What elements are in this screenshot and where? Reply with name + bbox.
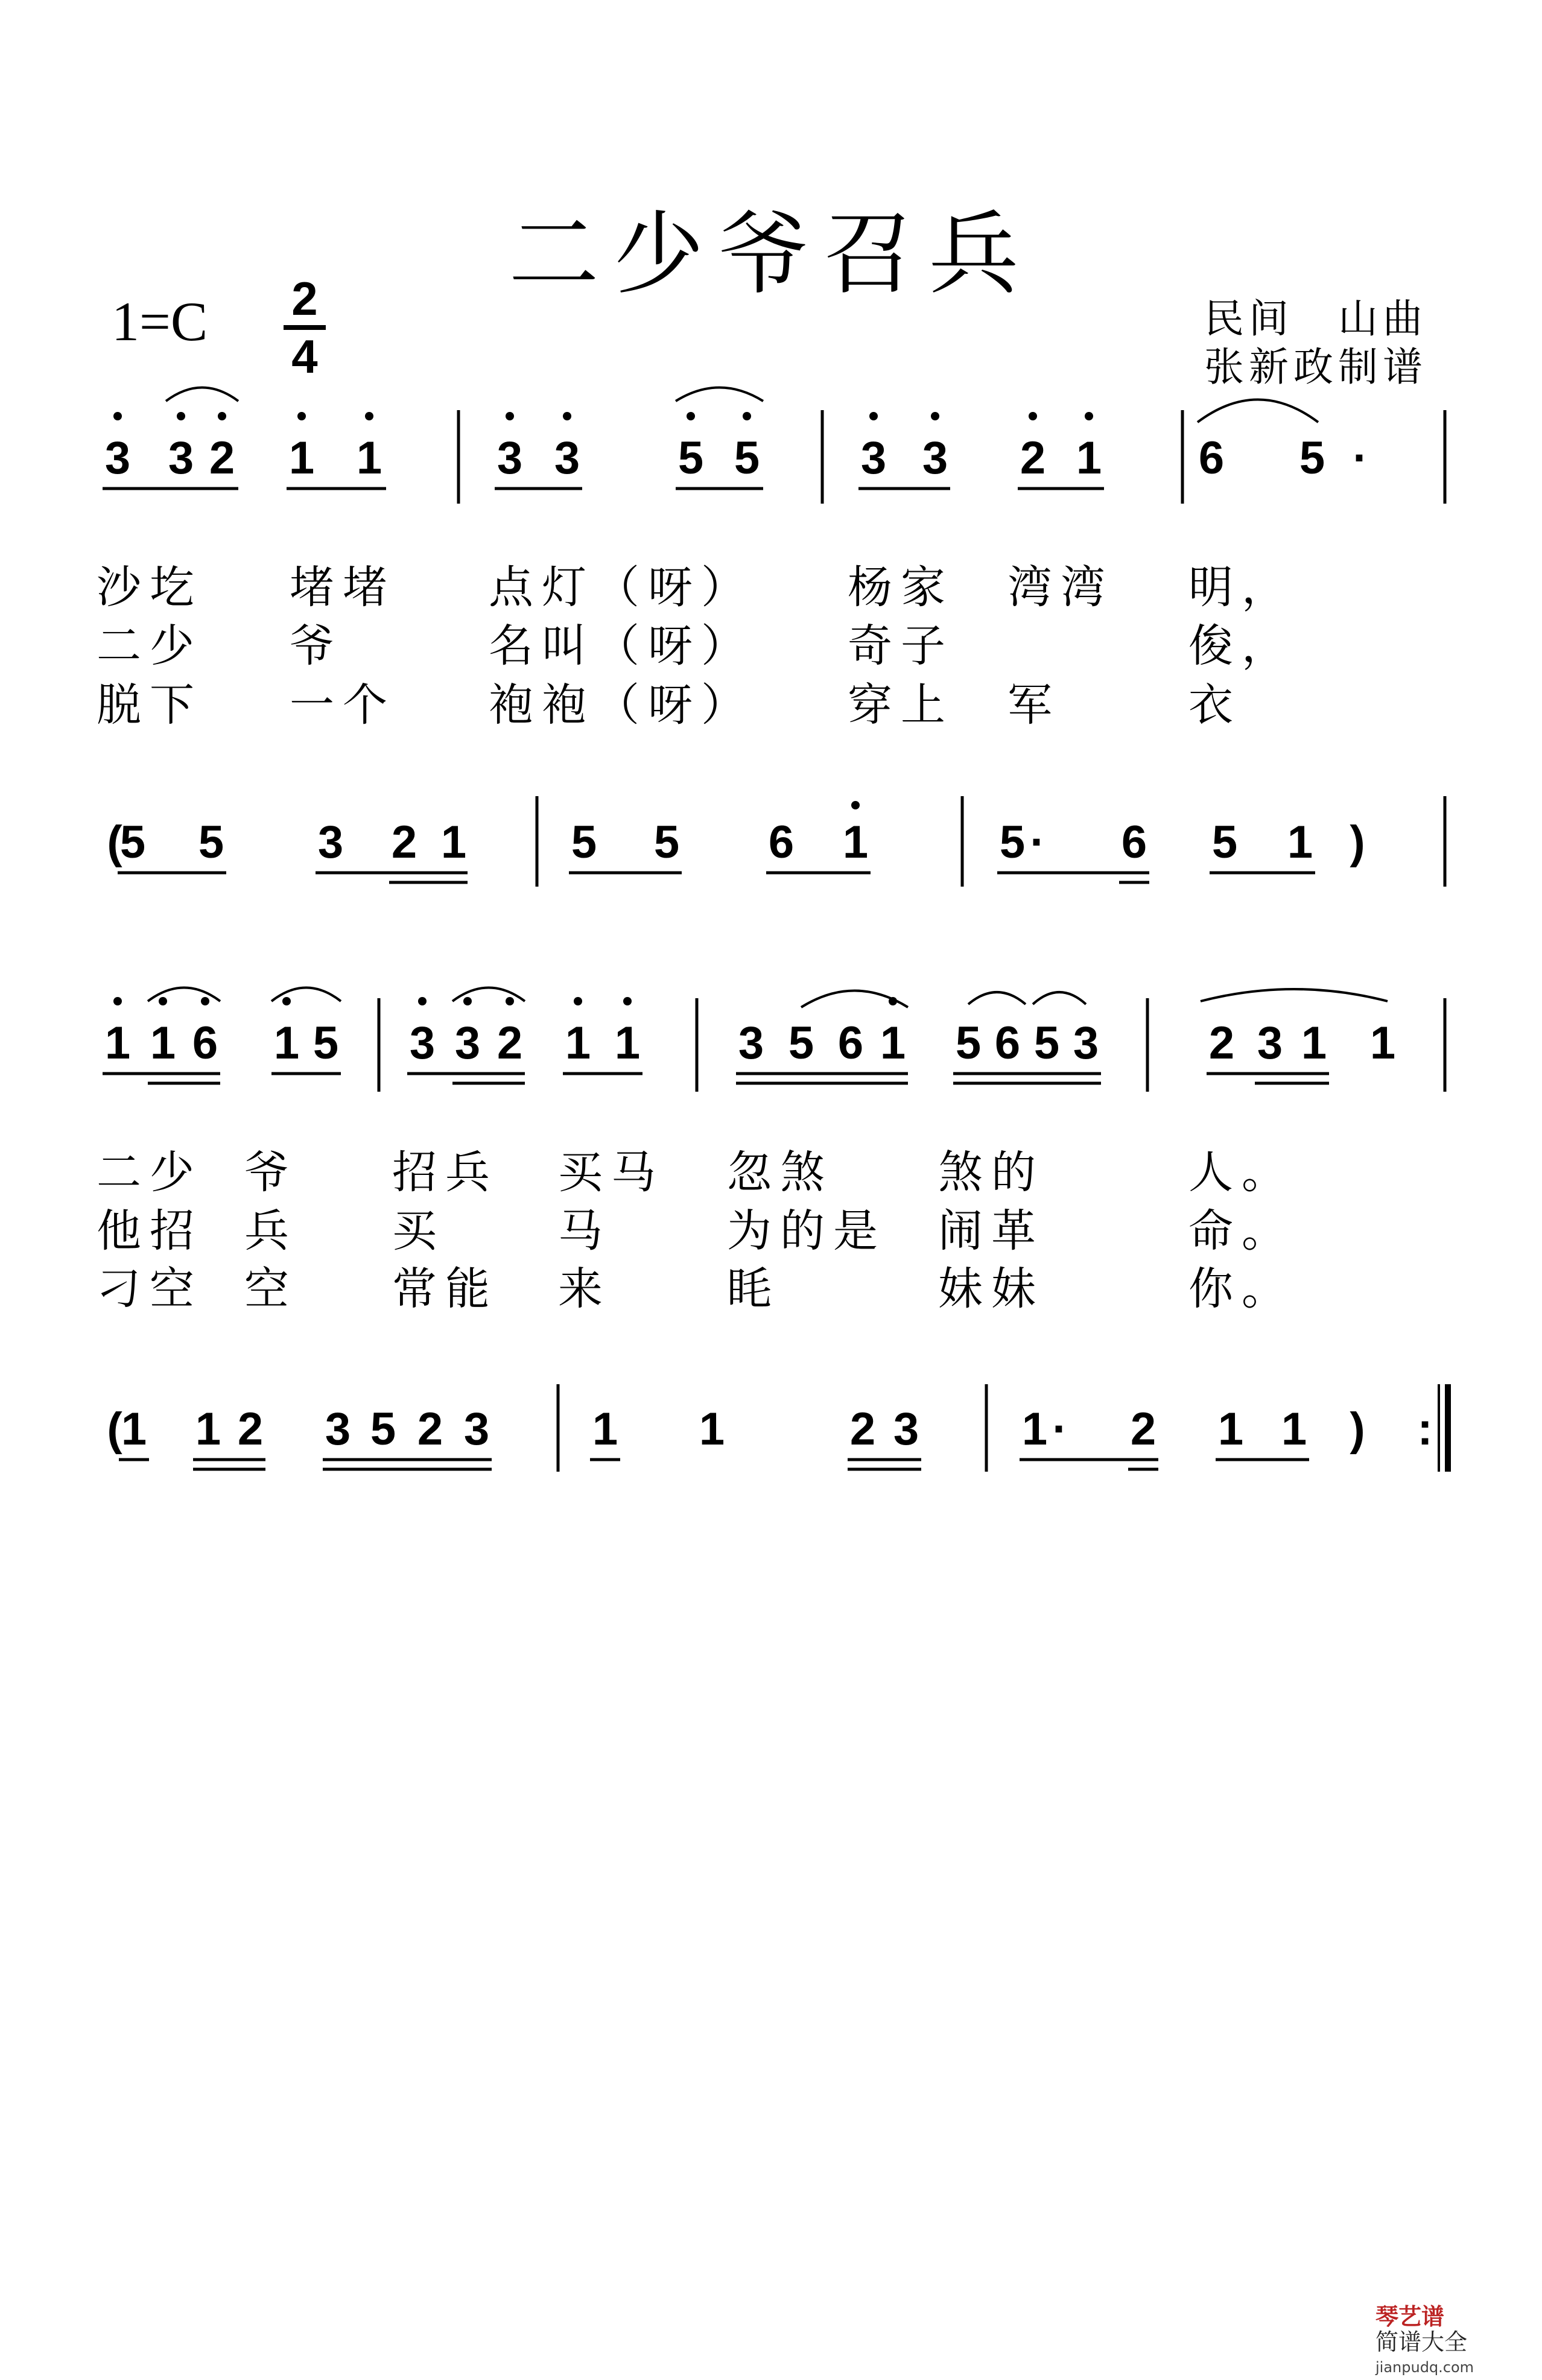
staff1-note-2-3: 5 bbox=[677, 432, 704, 484]
lyric-2-1: 二少 bbox=[97, 620, 203, 672]
staff1-note-4-1: 6 bbox=[1198, 432, 1225, 484]
staff1-octave-dot-5 bbox=[365, 412, 373, 420]
watermark bbox=[1375, 2304, 1474, 2380]
staff3-slur-2 bbox=[271, 988, 341, 1002]
lyric-3-2: 一个 bbox=[290, 679, 396, 731]
staff2-note-3-4: 1 bbox=[1287, 817, 1313, 868]
time-signature-top: 2 bbox=[291, 272, 318, 325]
staff4-repeat-sign: : bbox=[1417, 1404, 1433, 1455]
staff1-octave-dot-9 bbox=[743, 412, 751, 420]
staff1-note-4-2: 5 bbox=[1299, 432, 1325, 484]
staff4-note-1-5: 5 bbox=[370, 1404, 396, 1455]
staff1-note-1-5: 1 bbox=[356, 432, 382, 484]
staff2-note-2-4: 1 bbox=[842, 817, 869, 868]
staff3-note-4-2: 3 bbox=[1257, 1018, 1283, 1069]
staff2-dot-augment: · bbox=[1030, 817, 1045, 868]
staff3-note-1-3: 6 bbox=[192, 1018, 218, 1069]
staff1-note-3-4: 1 bbox=[1076, 432, 1102, 484]
staff3-note-2-2: 3 bbox=[454, 1018, 481, 1069]
lyric-1-3: 点灯（呀） bbox=[489, 562, 754, 613]
staff1-octave-dot-3 bbox=[218, 412, 226, 420]
staff2-note-1-1: 5 bbox=[119, 817, 146, 868]
lyric-5-5: 为的是 bbox=[727, 1205, 886, 1257]
lyric-3-4: 穿上 bbox=[848, 679, 954, 731]
lyric-5-1: 他招 bbox=[97, 1205, 203, 1257]
lyric-5-2: 兵 bbox=[244, 1205, 297, 1257]
staff4-dot-augment: · bbox=[1052, 1404, 1068, 1455]
staff4-note-1-6: 2 bbox=[417, 1404, 443, 1455]
staff3-octave-dot-2 bbox=[159, 997, 167, 1005]
staff2-note-1-2: 5 bbox=[198, 817, 224, 868]
staff1-slur-2 bbox=[676, 388, 763, 402]
lyric-4-1: 二少 bbox=[97, 1147, 203, 1198]
staff1-octave-dot-1 bbox=[113, 412, 122, 420]
lyric-5-7: 命。 bbox=[1188, 1205, 1295, 1257]
staff1-note-2-2: 3 bbox=[554, 432, 580, 484]
lyric-1-4: 杨家 bbox=[848, 562, 954, 613]
staff3-note-4-3: 1 bbox=[1301, 1018, 1327, 1069]
staff2-note-3-2: 6 bbox=[1121, 817, 1147, 868]
staff1-note-1-1: 3 bbox=[104, 432, 131, 484]
staff1-octave-dot-7 bbox=[563, 412, 571, 420]
staff1-note-2-1: 3 bbox=[497, 432, 523, 484]
staff4-note-3-3: 1 bbox=[1217, 1404, 1244, 1455]
staff2-note-2-1: 5 bbox=[571, 817, 597, 868]
staff1-note-1-3: 2 bbox=[209, 432, 235, 484]
staff4-note-2-2: 1 bbox=[699, 1404, 725, 1455]
watermark-url: jianpudq.com bbox=[1375, 2359, 1474, 2376]
lyric-4-6: 煞的 bbox=[938, 1147, 1044, 1198]
staff1-slur-3 bbox=[1198, 400, 1318, 423]
staff3-note-1-2: 1 bbox=[150, 1018, 176, 1069]
staff3-note-3-3: 6 bbox=[837, 1018, 864, 1069]
lyric-1-1: 沙圪 bbox=[97, 562, 203, 613]
staff3-octave-dot-8 bbox=[574, 997, 582, 1005]
page-title: 二少爷召兵 bbox=[508, 202, 1033, 307]
lyric-4-4: 买马 bbox=[558, 1147, 664, 1198]
staff3-note-3-6: 6 bbox=[994, 1018, 1021, 1069]
staff1-note-3-2: 3 bbox=[922, 432, 948, 484]
staff3-octave-dot-5 bbox=[418, 997, 427, 1005]
staff3-note-3-7: 5 bbox=[1033, 1018, 1060, 1069]
staff1-note-3-1: 3 bbox=[860, 432, 887, 484]
staff3-octave-dot-3 bbox=[201, 997, 209, 1005]
staff3-slur-7 bbox=[1201, 989, 1388, 1001]
lyric-1-6: 明， bbox=[1188, 562, 1295, 613]
staff4-note-1-2: 1 bbox=[195, 1404, 221, 1455]
staff2-note-3-1: 5 bbox=[999, 817, 1026, 868]
lyric-3-3: 袍袍（呀） bbox=[489, 679, 754, 731]
lyric-2-4: 奇子 bbox=[848, 620, 954, 672]
staff2-note-1-3: 3 bbox=[317, 817, 344, 868]
lyric-4-7: 人。 bbox=[1188, 1147, 1295, 1198]
staff1-note-2-4: 5 bbox=[734, 432, 760, 484]
lyric-2-2: 爷 bbox=[290, 620, 343, 672]
staff3-octave-dot-9 bbox=[623, 997, 632, 1005]
staff1-octave-dot-11 bbox=[931, 412, 939, 420]
staff1-octave-dot-10 bbox=[869, 412, 878, 420]
lyric-5-3: 买 bbox=[392, 1205, 445, 1257]
staff4-note-1-3: 2 bbox=[237, 1404, 264, 1455]
staff3-note-1-5: 5 bbox=[313, 1018, 339, 1069]
lyric-2-3: 名叫（呀） bbox=[489, 620, 754, 672]
lyric-5-6: 闹革 bbox=[938, 1205, 1044, 1257]
staff1-octave-dot-2 bbox=[177, 412, 185, 420]
staff4-note-3-1: 1 bbox=[1021, 1404, 1048, 1455]
staff1-note-1-2: 3 bbox=[168, 432, 194, 484]
lyric-4-2: 爷 bbox=[244, 1147, 297, 1198]
staff3-note-4-1: 2 bbox=[1208, 1018, 1235, 1069]
lyric-3-5: 军 bbox=[1007, 679, 1061, 731]
lyric-4-5: 忽煞 bbox=[727, 1147, 833, 1198]
staff3-note-4-4: 1 bbox=[1369, 1018, 1396, 1069]
staff3-octave-dot-1 bbox=[113, 997, 122, 1005]
staff3-note-2-4: 1 bbox=[565, 1018, 591, 1069]
staff3-note-3-4: 1 bbox=[880, 1018, 906, 1069]
staff1-octave-dot-12 bbox=[1029, 412, 1037, 420]
lyric-6-5: 眊 bbox=[727, 1263, 780, 1315]
staff3-note-1-1: 1 bbox=[104, 1018, 131, 1069]
lyric-2-6: 俊， bbox=[1188, 620, 1295, 672]
staff4-note-2-3: 2 bbox=[849, 1404, 876, 1455]
staff2-note-1-4: 2 bbox=[391, 817, 417, 868]
lyric-4-3: 招兵 bbox=[392, 1147, 498, 1198]
lyric-6-4: 来 bbox=[558, 1263, 611, 1315]
staff1-octave-dot-13 bbox=[1085, 412, 1093, 420]
staff1-octave-dot-4 bbox=[297, 412, 306, 420]
lyric-6-7: 你。 bbox=[1188, 1263, 1295, 1315]
staff4-note-1-4: 3 bbox=[325, 1404, 351, 1455]
staff1-dot-augment: · bbox=[1353, 432, 1368, 484]
lyric-6-6: 妹妹 bbox=[938, 1263, 1044, 1315]
staff4-note-2-4: 3 bbox=[893, 1404, 919, 1455]
staff3-slur-5 bbox=[968, 992, 1026, 1004]
lyric-1-2: 堵堵 bbox=[290, 562, 396, 613]
staff4-note-3-2: 2 bbox=[1130, 1404, 1156, 1455]
staff4-note-2-1: 1 bbox=[592, 1404, 618, 1455]
staff3-note-2-5: 1 bbox=[614, 1018, 641, 1069]
time-signature-bottom: 4 bbox=[291, 330, 318, 383]
staff1-octave-dot-6 bbox=[506, 412, 514, 420]
staff3-slur-3 bbox=[452, 988, 525, 1002]
lyric-3-6: 衣 bbox=[1188, 679, 1242, 731]
lyric-5-4: 马 bbox=[558, 1205, 611, 1257]
lyric-1-5: 湾湾 bbox=[1007, 562, 1114, 613]
watermark-site: 简谱大全 bbox=[1375, 2329, 1468, 2355]
staff3-octave-dot-7 bbox=[506, 997, 514, 1005]
lyric-3-1: 脱下 bbox=[97, 679, 203, 731]
staff2-note-3-3: 5 bbox=[1211, 817, 1238, 868]
staff4-paren-close: ) bbox=[1350, 1404, 1365, 1455]
watermark-brand: 琴艺谱 bbox=[1375, 2303, 1445, 2330]
lyric-6-3: 常能 bbox=[392, 1263, 498, 1315]
credit-arranger: 张新政制谱 bbox=[1204, 344, 1427, 390]
staff1-note-3-3: 2 bbox=[1020, 432, 1046, 484]
staff3-note-1-4: 1 bbox=[273, 1018, 300, 1069]
staff3-note-3-2: 5 bbox=[788, 1018, 814, 1069]
staff2-note-2-3: 6 bbox=[768, 817, 795, 868]
staff2-note-2-2: 5 bbox=[653, 817, 680, 868]
staff3-note-3-5: 5 bbox=[955, 1018, 982, 1069]
staff2-paren-close: ) bbox=[1350, 817, 1365, 868]
staff2-octave-dot-1 bbox=[851, 801, 860, 809]
staff3-note-3-1: 3 bbox=[738, 1018, 764, 1069]
staff3-octave-dot-4 bbox=[282, 997, 291, 1005]
staff1-octave-dot-8 bbox=[687, 412, 695, 420]
lyric-6-2: 空 bbox=[244, 1263, 297, 1315]
lyric-6-1: 刁空 bbox=[97, 1263, 203, 1315]
staff3-note-2-1: 3 bbox=[409, 1018, 436, 1069]
staff3-note-3-8: 3 bbox=[1073, 1018, 1099, 1069]
staff4-note-1-1: 1 bbox=[121, 1404, 147, 1455]
staff2-note-1-5: 1 bbox=[440, 817, 467, 868]
staff1-note-1-4: 1 bbox=[288, 432, 315, 484]
staff4-note-3-4: 1 bbox=[1281, 1404, 1307, 1455]
credit-genre: 民间 山曲 bbox=[1204, 296, 1427, 342]
staff3-slur-1 bbox=[148, 988, 220, 1002]
staff3-octave-dot-6 bbox=[463, 997, 472, 1005]
staff4-paren-open: ( bbox=[107, 1404, 122, 1455]
staff3-slur-6 bbox=[1033, 992, 1086, 1004]
staff3-note-2-3: 2 bbox=[497, 1018, 523, 1069]
key-signature: 1=C bbox=[112, 291, 208, 352]
staff2-paren-open: ( bbox=[107, 817, 122, 868]
staff1-slur-1 bbox=[166, 388, 238, 402]
staff4-note-1-7: 3 bbox=[463, 1404, 490, 1455]
